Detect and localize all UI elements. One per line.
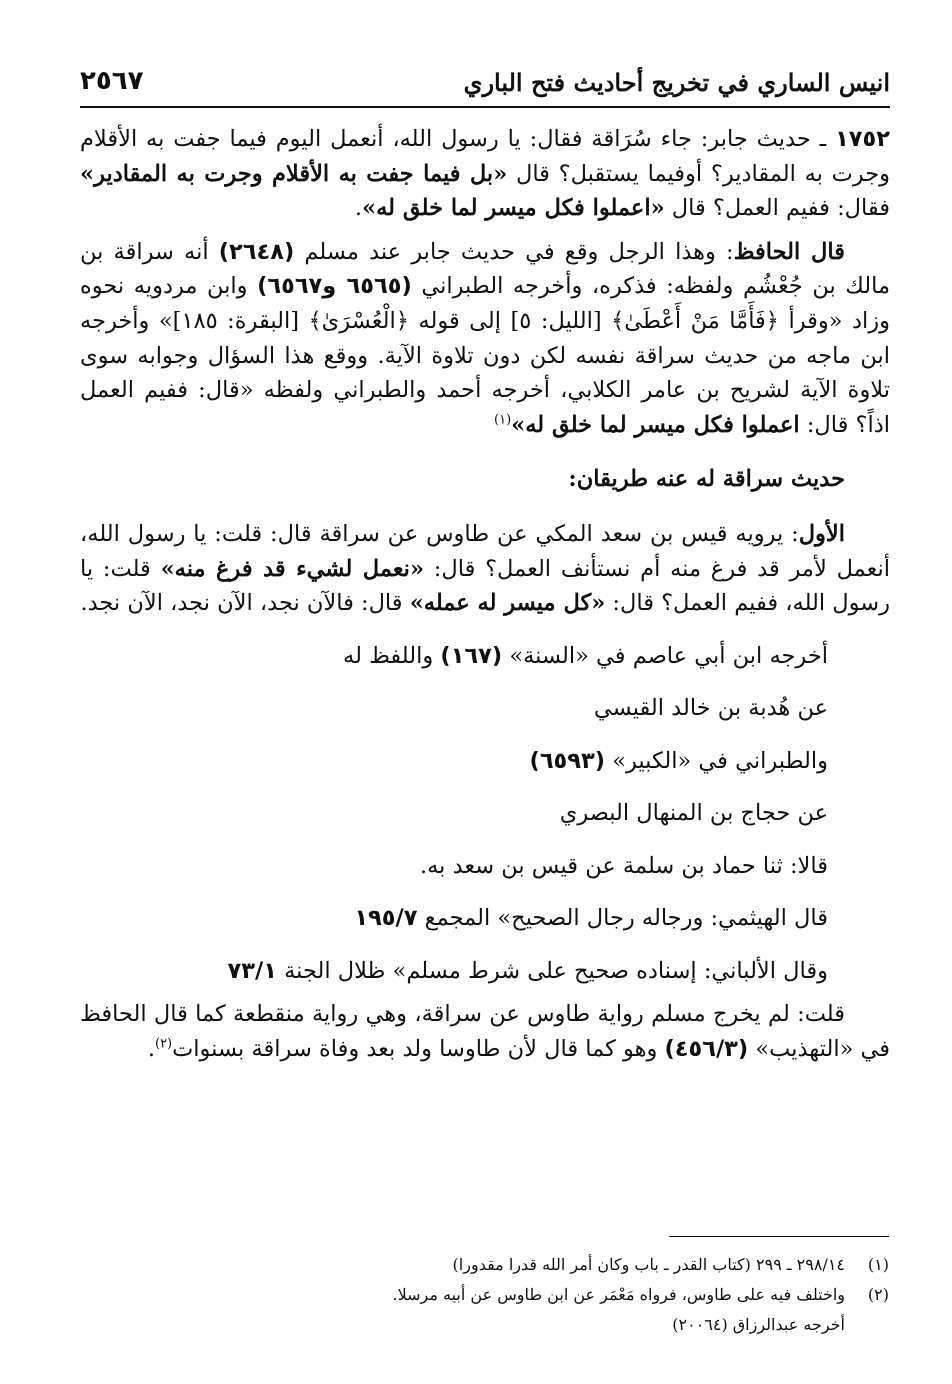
takhrij-text: قالا: ثنا حماد بن سلمة عن قيس بن سعد به. xyxy=(419,852,828,879)
hadith-number: ١٧٥٢ xyxy=(835,126,890,152)
spacer xyxy=(80,442,890,462)
conclusion-end: . xyxy=(147,1035,155,1062)
takhrij-text: وقال الألباني: إسناده صحيح على شرط مسلم» ظلال الجنة xyxy=(276,957,828,984)
hafiz-text-c: وابن مردويه نحوه وزاد «وقرأ ﴿فَأَمَّا مَنْ أَعْطَىٰ﴾ [الليل: ٥] إلى قوله ﴿الْعُسْرَىٰ﴾ [البقرة: ١٨٥]» وأخرجه ابن ماجه من حديث سراقة نفسه لكن دون تلاوة الآية. ووقع هذا السؤال وجوابه سوى تلاوة الآية لشريح بن عامر الكلابي، أخرجه أحمد والطبراني ولفظه «قال: ففيم العمل اذاً؟ قال: xyxy=(80,273,890,438)
first-path-text-b: قلت: يا رسول الله، ففيم العمل؟ قال: xyxy=(80,555,890,617)
hafiz-label: قال الحافظ xyxy=(733,238,845,265)
page-body xyxy=(80,122,890,1066)
spacer xyxy=(80,497,890,517)
takhrij-line xyxy=(80,630,828,683)
takhrij-block xyxy=(80,630,890,998)
hafiz-quote: اعملوا فكل ميسر لما خلق له» xyxy=(511,411,800,438)
footnote-text: أخرجه عبدالرزاق (٢٠٠٦٤) xyxy=(672,1315,845,1334)
section-heading-text: حديث سراقة له عنه طريقان: xyxy=(568,466,845,493)
first-path-text-c: قال: فالآن نجد، الآن نجد، الآن نجد. xyxy=(80,590,410,617)
hadith-mid: فقال: ففيم العمل؟ قال xyxy=(664,195,890,222)
first-path-quote-2: «كل ميسر له عمله» xyxy=(409,590,606,617)
footnote-ref-2: (٢) xyxy=(154,1036,173,1052)
conclusion-paragraph xyxy=(80,997,890,1066)
first-path-label: الأول xyxy=(798,520,845,547)
hafiz-paragraph xyxy=(80,235,890,443)
first-path-quote-1: «نعمل لشيء قد فرغ منه» xyxy=(160,555,425,582)
hadith-quote-2: «اعملوا فكل ميسر لما خلق له» xyxy=(362,195,665,222)
takhrij-text: واللفظ له xyxy=(343,642,441,669)
hafiz-text-a: : وهذا الرجل وقع في حديث جابر عند مسلم xyxy=(294,238,734,265)
takhrij-ref: ١٩٥/٧ xyxy=(354,905,418,932)
section-heading xyxy=(80,462,890,497)
spacer xyxy=(80,226,890,235)
footnote-text: واختلف فيه على طاوس، فرواه مَعْمَر عن ابن طاوس عن أبيه مرسلا. xyxy=(392,1285,845,1304)
hafiz-ref-1: (٢٦٤٨) xyxy=(218,238,295,265)
hafiz-ref-2: (٦٥٦٥ و٦٥٦٧) xyxy=(257,273,412,300)
hadith-end: . xyxy=(354,195,363,222)
footnote-ref-1: (١) xyxy=(494,412,512,428)
takhrij-line xyxy=(80,682,828,735)
footnote-mark: (١) xyxy=(867,1255,889,1274)
takhrij-text: والطبراني في «الكبير» xyxy=(605,747,828,774)
takhrij-text: عن حجاج بن المنهال البصري xyxy=(559,800,828,827)
takhrij-line xyxy=(80,945,828,998)
takhrij-ref: ٧٣/١ xyxy=(227,957,277,984)
first-path-paragraph xyxy=(80,517,890,621)
conclusion-ref: (٤٥٦/٣) xyxy=(664,1035,749,1062)
takhrij-line xyxy=(80,892,828,945)
takhrij-line xyxy=(80,735,828,788)
footnote-item xyxy=(89,1280,889,1310)
takhrij-line xyxy=(80,840,828,893)
footnote-separator xyxy=(669,1236,889,1237)
takhrij-text: قال الهيثمي: ورجاله رجال الصحيح» المجمع xyxy=(417,905,828,932)
footnote-item xyxy=(89,1250,889,1280)
first-path-text-a: : يرويه قيس بن سعد المكي عن طاوس عن سراقة قال: قلت: يا رسول الله، أنعمل لأمر قد فرغ منه أم نستأنف العمل؟ قال: xyxy=(80,520,890,582)
footnote-text: ٢٩٨/١٤ ـ ٢٩٩ (كتاب القدر ـ باب وكان أمر الله قدرا مقدورا) xyxy=(452,1255,845,1274)
running-title: انيس الساري في تخريج أحاديث فتح الباري xyxy=(463,68,890,97)
hadith-intro: ـ حديث جابر: جاء سُرَاقة فقال: يا رسول الله، أنعمل اليوم فيما جفت به الأقلام وجرت به المقادير؟ أوفيما يستقبل؟ قال xyxy=(80,126,890,187)
hadith-paragraph xyxy=(80,122,890,226)
page-number: ٢٥٦٧ xyxy=(80,66,144,96)
conclusion-text-a: قلت: لم يخرج مسلم رواية طاوس عن سراقة، وهي رواية منقطعة كما قال الحافظ في «التهذيب» xyxy=(80,1001,890,1062)
takhrij-line xyxy=(80,787,828,840)
footnotes xyxy=(89,1250,889,1340)
takhrij-text: أخرجه ابن أبي عاصم في «السنة» xyxy=(502,642,828,669)
conclusion-text-b: وهو كما قال لأن طاوسا ولد بعد وفاة سراقة بسنوات xyxy=(172,1035,665,1062)
takhrij-ref: (٦٥٩٣) xyxy=(529,747,606,774)
hafiz-text-b: أنه سراقة بن مالك بن جُعْشُم ولفظه: فذكره، وأخرجه الطبراني xyxy=(80,238,890,300)
spacer xyxy=(80,621,890,630)
takhrij-text: عن هُدبة بن خالد القيسي xyxy=(593,695,828,722)
takhrij-ref: (١٦٧) xyxy=(440,642,503,669)
page-header xyxy=(80,62,890,108)
footnote-item xyxy=(89,1310,889,1340)
footnote-mark: (٢) xyxy=(867,1285,889,1304)
hadith-quote-1: «بل فيما جفت به الأقلام وجرت به المقادير» xyxy=(80,160,508,187)
